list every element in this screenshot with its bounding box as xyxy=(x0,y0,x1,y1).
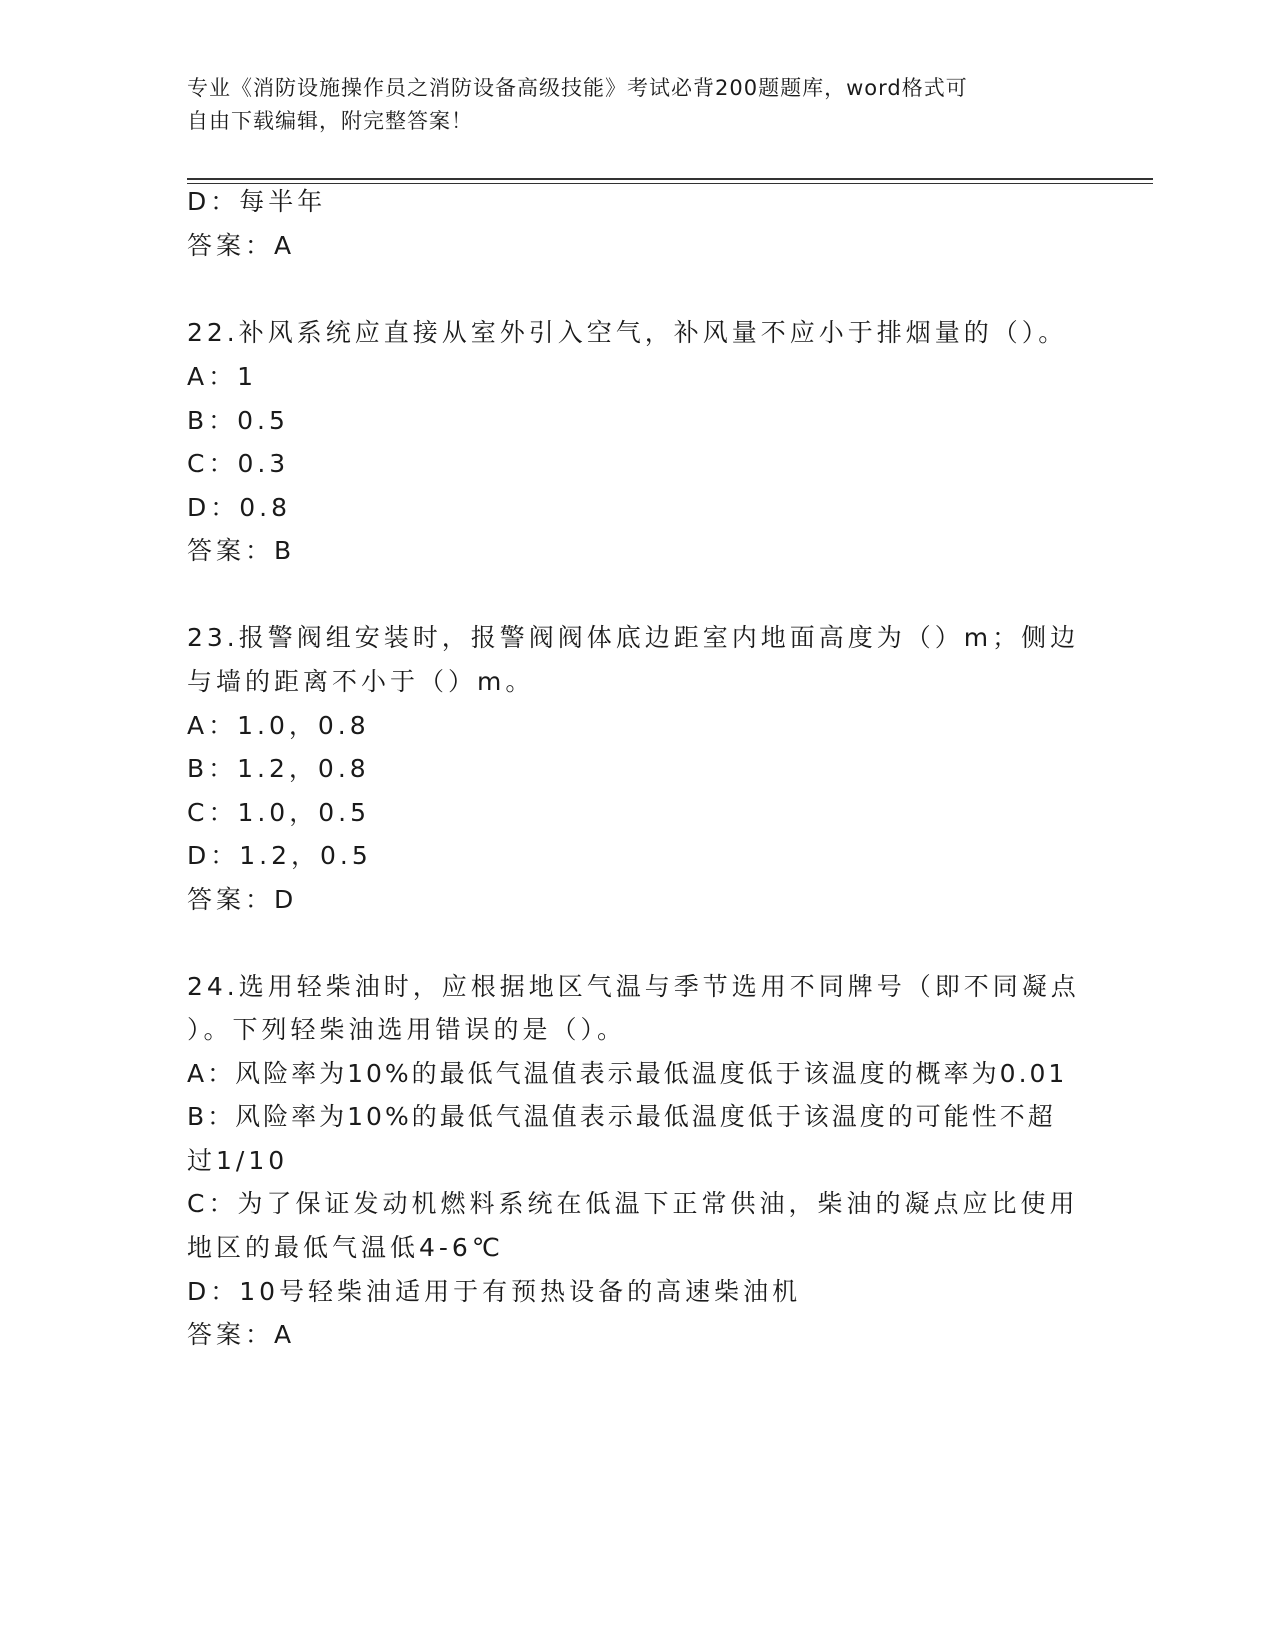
q24-option-c-line-1: C：为了保证发动机燃料系统在低温下正常供油，柴油的凝点应比使用 xyxy=(187,1189,1079,1218)
header-line-1: 专业《消防设施操作员之消防设备高级技能》考试必背200题题库，word格式可 xyxy=(187,76,968,100)
q24-option-b-line-1: B：风险率为10%的最低气温值表示最低温度低于该温度的可能性不超 xyxy=(187,1102,1056,1131)
header-rule-thin xyxy=(187,183,1153,184)
question-24-line-1: 24.选用轻柴油时，应根据地区气温与季节选用不同牌号（即不同凝点 xyxy=(187,972,1080,1001)
question-24-line-2: ）。下列轻柴油选用错误的是（）。 xyxy=(187,1015,627,1044)
q23-option-b: B：1.2，0.8 xyxy=(187,754,370,783)
q23-option-a: A：1.0，0.8 xyxy=(187,711,370,740)
option-d-line: D：每半年 xyxy=(187,187,327,216)
question-23-line-1: 23.报警阀组安装时，报警阀阀体底边距室内地面高度为（）m；侧边 xyxy=(187,623,1080,652)
q24-option-b-line-2: 过1/10 xyxy=(187,1146,289,1175)
q23-option-d: D：1.2，0.5 xyxy=(187,841,372,870)
q22-option-a: A：1 xyxy=(187,362,258,391)
question-23-line-2: 与墙的距离不小于（）m。 xyxy=(187,667,535,696)
q23-option-c: C：1.0，0.5 xyxy=(187,798,370,827)
q24-option-a: A：风险率为10%的最低气温值表示最低温度低于该温度的概率为0.01 xyxy=(187,1059,1068,1088)
q24-option-d: D：10号轻柴油适用于有预热设备的高速柴油机 xyxy=(187,1277,802,1306)
q22-option-b: B：0.5 xyxy=(187,406,289,435)
answer-line: 答案：A xyxy=(187,231,296,260)
q24-answer: 答案：A xyxy=(187,1320,296,1349)
q22-answer: 答案：B xyxy=(187,536,296,565)
q23-answer: 答案：D xyxy=(187,885,298,914)
q22-option-c: C：0.3 xyxy=(187,449,290,478)
q24-option-c-line-2: 地区的最低气温低4-6℃ xyxy=(187,1233,504,1262)
question-22: 22.补风系统应直接从室外引入空气，补风量不应小于排烟量的（）。 xyxy=(187,318,1068,347)
page-header xyxy=(187,72,1067,138)
q22-option-d: D：0.8 xyxy=(187,493,292,522)
header-line-2: 自由下载编辑，附完整答案！ xyxy=(187,109,473,133)
header-rule-thick xyxy=(187,178,1153,180)
